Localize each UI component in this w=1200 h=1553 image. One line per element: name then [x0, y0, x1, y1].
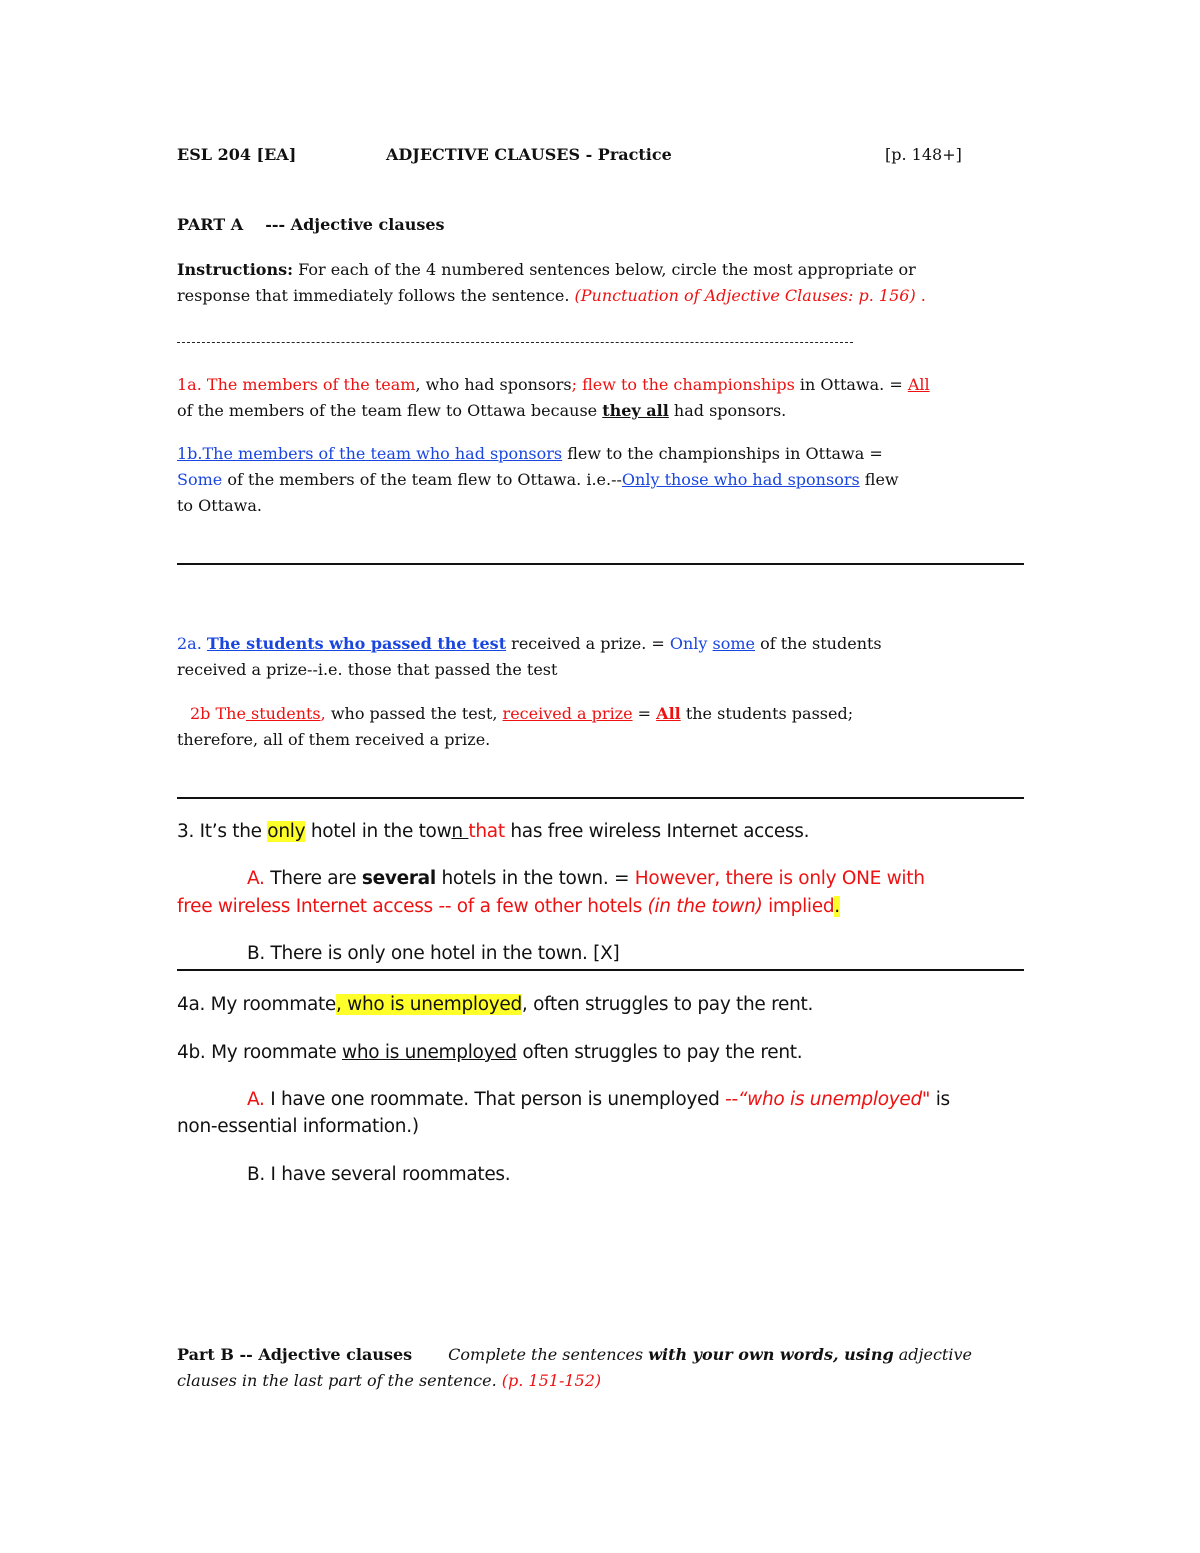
sentence-3: 3. It’s the only hotel in the town that has free wireless Internet access.	[177, 821, 810, 842]
option-3a[interactable]: A. There are several hotels in the town. = However, there is only ONE with	[247, 868, 925, 889]
section-divider	[177, 563, 1024, 565]
sentence-2a: 2a. The students who passed the test received a prize. = Only some of the students	[177, 634, 882, 653]
section-divider	[177, 797, 1024, 799]
option-4a[interactable]: A. I have one roommate. That person is unemployed --“who is unemployed" is	[247, 1089, 950, 1110]
option-3b[interactable]: B. There is only one hotel in the town. [X]	[247, 943, 620, 964]
part-a-heading: PART A --- Adjective clauses	[177, 215, 445, 234]
option-3a-continued: free wireless Internet access -- of a few other hotels (in the town) implied.	[177, 896, 840, 917]
sentence-1a: 1a. The members of the team, who had sponsors; flew to the championships in Ottawa. = All	[177, 375, 930, 394]
section-divider	[177, 969, 1024, 971]
page-reference: [p. 148+]	[885, 145, 962, 164]
course-code: ESL 204 [EA]	[177, 145, 297, 164]
option-4a-continued: non-essential information.)	[177, 1116, 419, 1137]
sentence-2b-explanation: therefore, all of them received a prize.	[177, 730, 491, 749]
sentence-1b-explanation-end: to Ottawa.	[177, 496, 262, 515]
sentence-1b: 1b.The members of the team who had sponsors flew to the championships in Ottawa =	[177, 444, 883, 463]
sentence-4b: 4b. My roommate who is unemployed often struggles to pay the rent.	[177, 1042, 803, 1063]
part-b-heading: Part B -- Adjective clauses Complete the sentences with your own words, using adjective	[177, 1345, 972, 1364]
worksheet-title: ADJECTIVE CLAUSES - Practice	[386, 145, 672, 164]
option-4b[interactable]: B. I have several roommates.	[247, 1164, 511, 1185]
part-b-instructions: clauses in the last part of the sentence. (p. 151-152)	[177, 1371, 602, 1390]
sentence-4a: 4a. My roommate, who is unemployed, often struggles to pay the rent.	[177, 994, 814, 1015]
sentence-1a-explanation: of the members of the team flew to Ottawa because they all had sponsors.	[177, 401, 787, 420]
sentence-2b: 2b The students, who passed the test, received a prize = All the students passed;	[190, 704, 854, 723]
instructions-line-1: Instructions: For each of the 4 numbered sentences below, circle the most appropriate or	[177, 260, 916, 279]
instructions-line-2: response that immediately follows the sentence. (Punctuation of Adjective Clauses: p. 156) .	[177, 286, 926, 305]
dashed-separator	[177, 342, 853, 343]
sentence-2a-explanation: received a prize--i.e. those that passed the test	[177, 660, 558, 679]
sentence-1b-explanation: Some of the members of the team flew to Ottawa. i.e.--Only those who had sponsors flew	[177, 470, 899, 489]
